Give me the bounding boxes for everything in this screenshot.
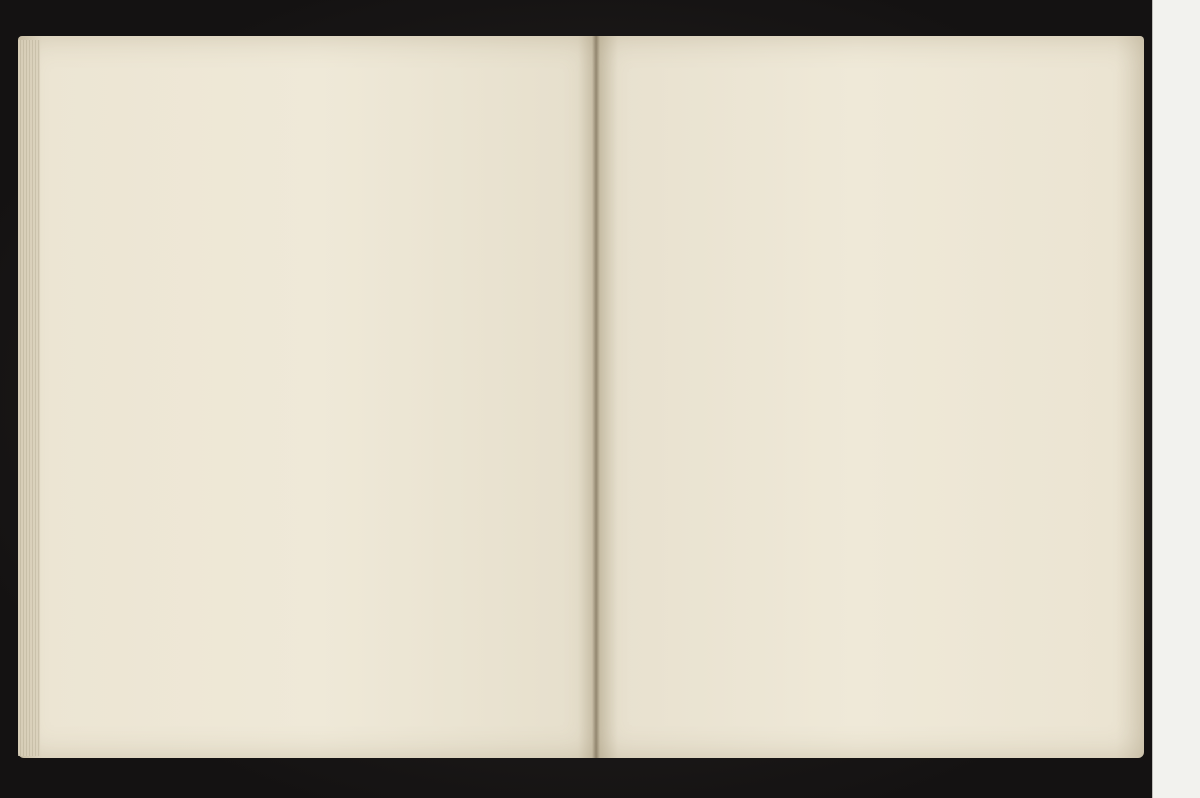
book-gutter bbox=[592, 36, 600, 758]
ruler-ticks bbox=[1153, 0, 1200, 798]
measurement-ruler bbox=[1152, 0, 1200, 798]
leaf-edges bbox=[18, 40, 40, 756]
left-page bbox=[18, 36, 596, 758]
right-page bbox=[596, 36, 1144, 758]
open-book bbox=[18, 36, 1146, 764]
